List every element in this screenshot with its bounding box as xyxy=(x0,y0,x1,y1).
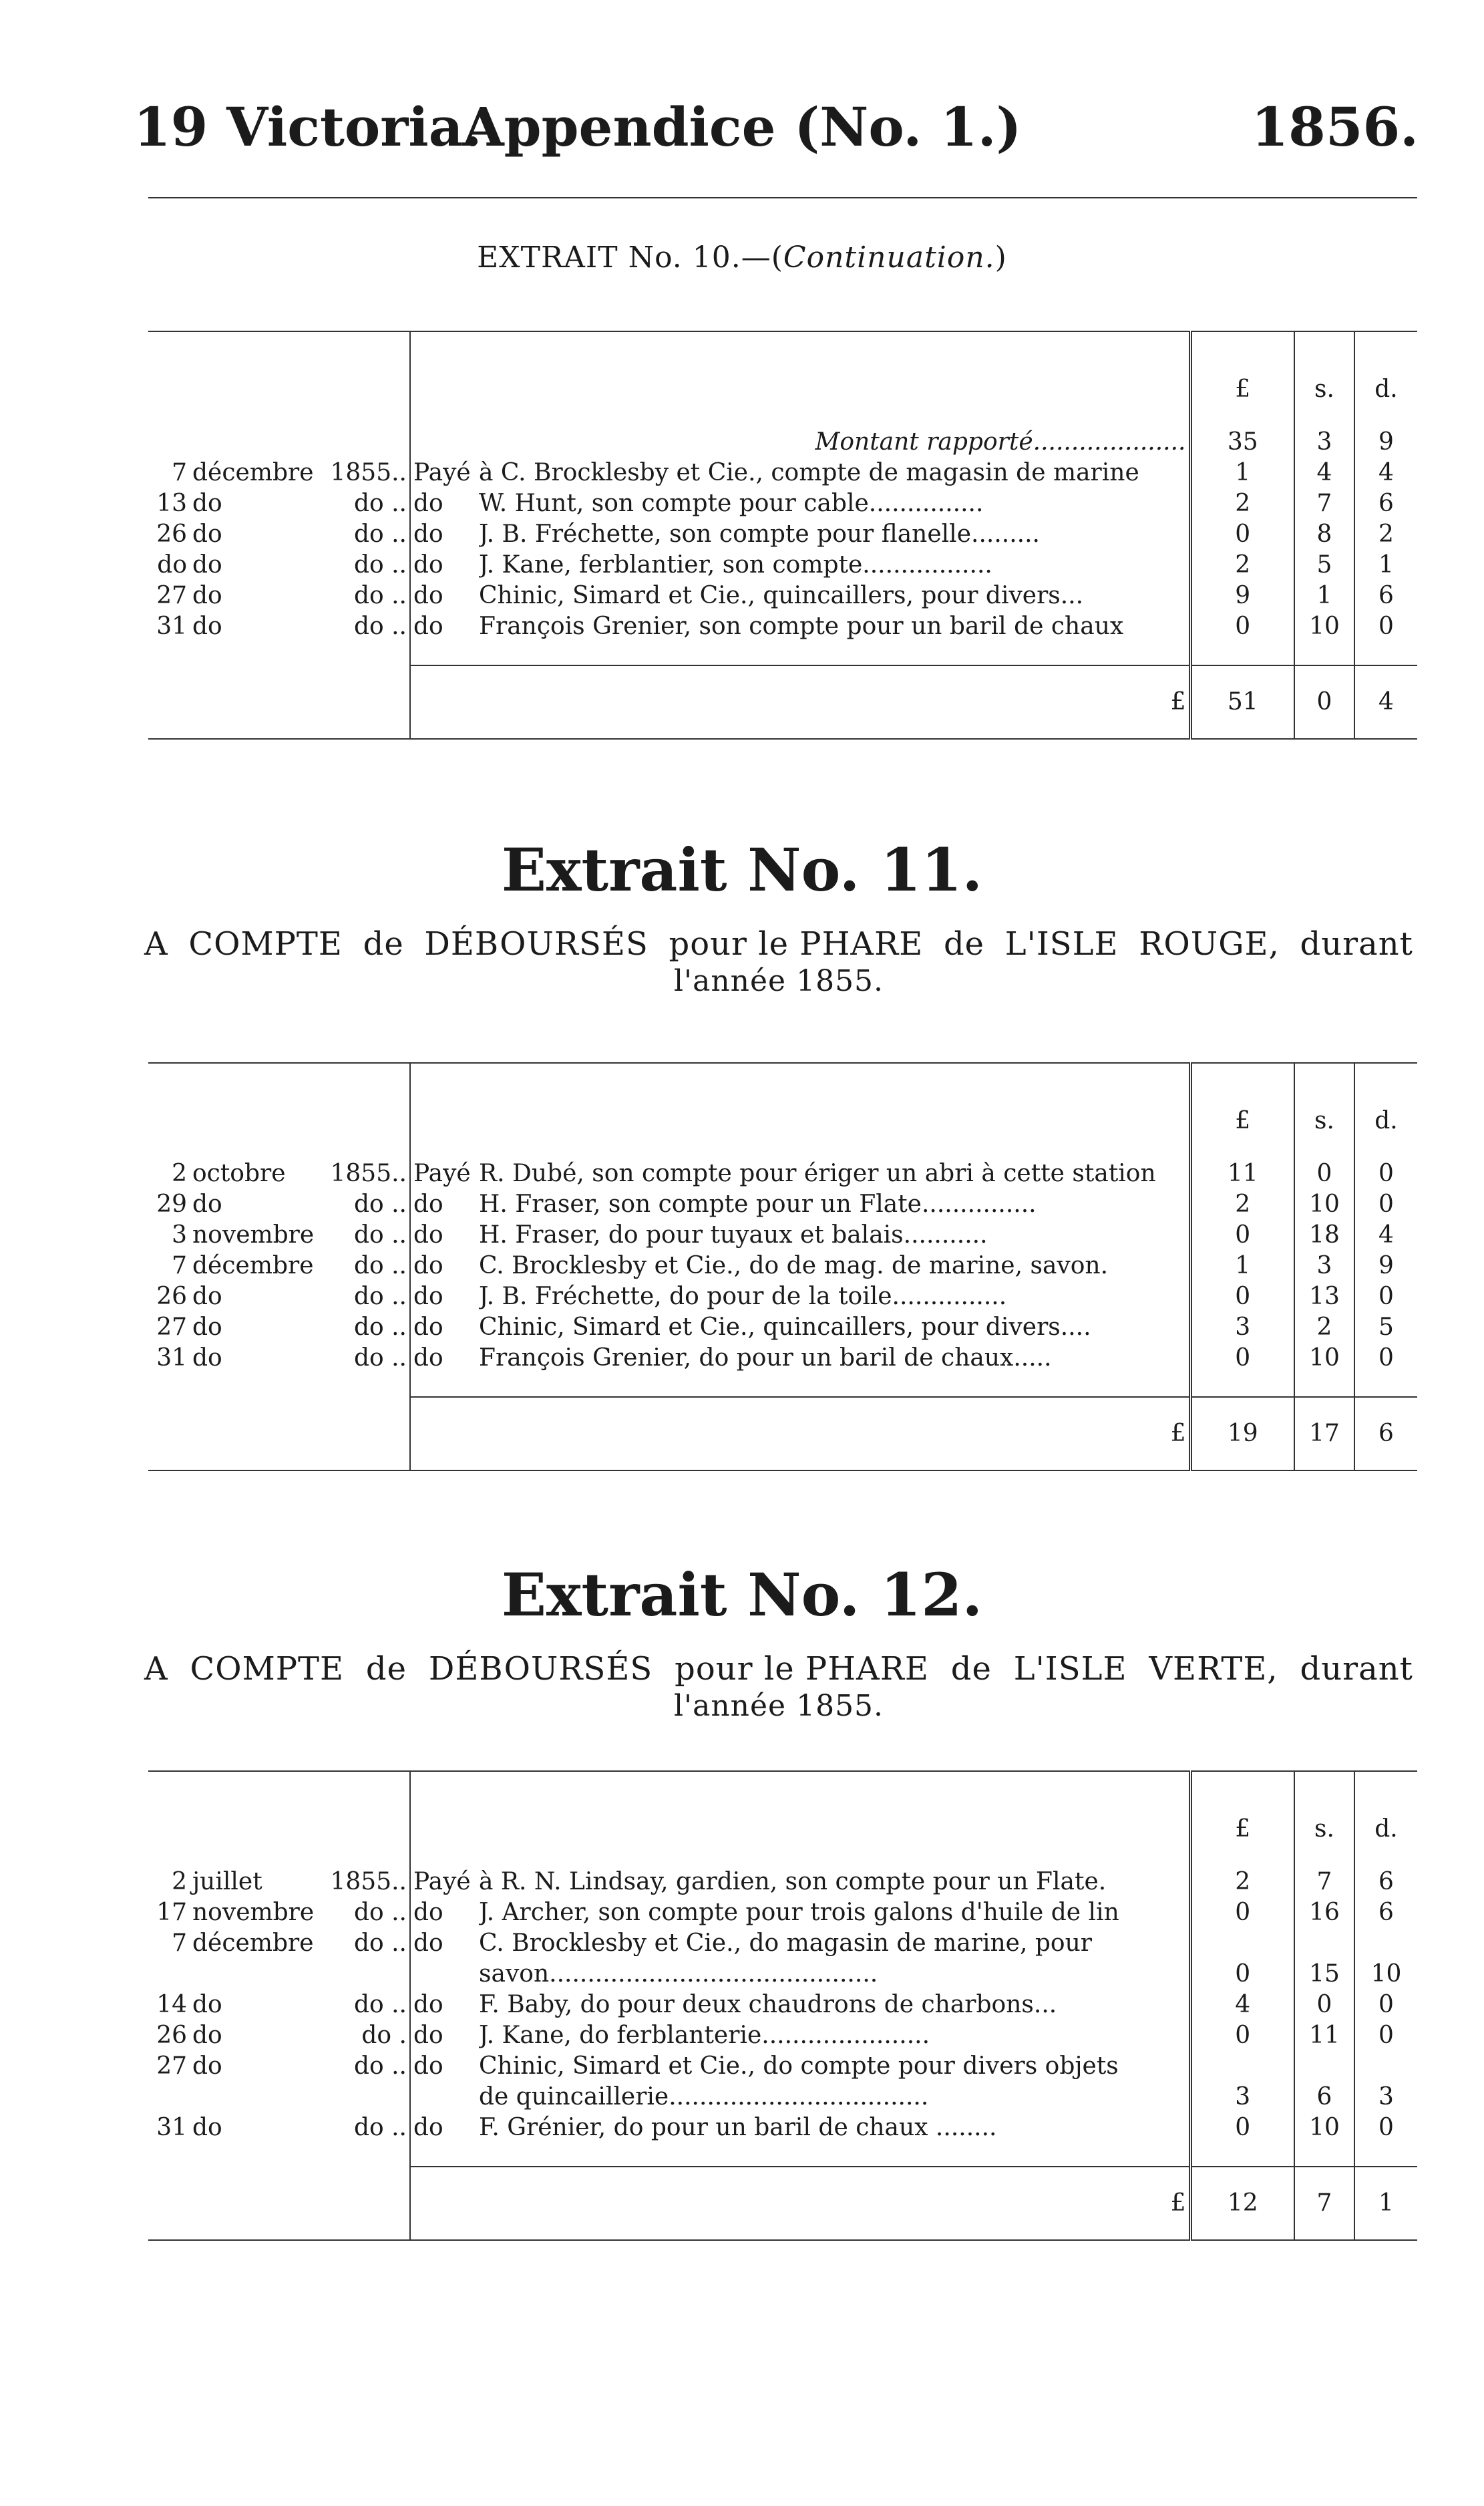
entry-description xyxy=(410,550,1190,581)
entry-description xyxy=(410,519,1190,550)
entry-pence: 0 xyxy=(1378,1160,1394,1187)
entry-payee-marker xyxy=(413,1959,479,1990)
entry-pence: 4 xyxy=(1378,459,1394,486)
entry-month: décembre xyxy=(192,459,314,486)
ledger-row xyxy=(148,1867,1417,1897)
extrait11-title: Extrait No. 11. xyxy=(501,835,983,905)
entry-month: novembre xyxy=(192,1221,315,1249)
entry-text: à C. Brocklesby et Cie., compte de magasin de marine xyxy=(479,459,1139,486)
shillings-header: s. xyxy=(1294,1063,1354,1158)
entry-pence: 1 xyxy=(1378,551,1394,579)
entry-text: H. Fraser, son compte pour un Flate............... xyxy=(479,1191,1037,1218)
entry-text: François Grenier, do pour un baril de chaux..... xyxy=(479,1344,1052,1372)
entry-pence: 9 xyxy=(1378,1252,1394,1279)
entry-month: do xyxy=(192,613,222,640)
total-row xyxy=(148,665,1417,739)
total-pounds: 51 xyxy=(1190,665,1294,739)
entry-year: do .. xyxy=(317,1990,410,2020)
entry-month: novembre xyxy=(192,1899,315,1926)
entry-text: Chinic, Simard et Cie., quincaillers, pour divers.... xyxy=(479,1313,1091,1341)
entry-pence: 0 xyxy=(1378,1344,1394,1372)
extrait12-table xyxy=(148,1770,1417,2241)
entry-text: J. B. Fréchette, son compte pour flanelle......... xyxy=(479,520,1040,548)
entry-description xyxy=(410,2112,1190,2143)
entry-year: do . xyxy=(317,2020,410,2051)
ledger-row xyxy=(148,2082,1417,2112)
entry-pounds: 2 xyxy=(1190,1189,1294,1220)
ledger-row xyxy=(148,1158,1417,1189)
subtitle-word: durant xyxy=(1300,925,1413,963)
subtitle-word: durant xyxy=(1300,1650,1413,1688)
entry-pounds: 2 xyxy=(1190,488,1294,519)
subtitle-word: DÉBOURSÉS xyxy=(424,925,648,963)
extrait11-subtitle-line1 xyxy=(144,925,1413,963)
total-pence: 6 xyxy=(1354,1397,1417,1470)
entry-payee-marker: do xyxy=(413,551,443,579)
entry-shillings: 13 xyxy=(1294,1281,1354,1312)
entry-description xyxy=(410,1251,1190,1281)
entry-description xyxy=(410,1897,1190,1928)
extrait11-table xyxy=(148,1062,1417,1471)
entry-description xyxy=(410,1867,1190,1897)
entry-pence: 10 xyxy=(1370,1960,1402,1988)
entry-payee-marker: do xyxy=(413,1283,443,1310)
table-header-row xyxy=(148,1063,1417,1158)
entry-pence: 4 xyxy=(1378,1221,1394,1249)
entry-month: do xyxy=(192,490,222,517)
entry-text: J. B. Fréchette, do pour de la toile............... xyxy=(479,1283,1007,1310)
entry-year: 1855.. xyxy=(317,1867,410,1897)
entry-description xyxy=(410,488,1190,519)
entry-payee-marker: do xyxy=(413,1252,443,1279)
entry-shillings: 0 xyxy=(1294,1158,1354,1189)
entry-pounds xyxy=(1190,1928,1294,1959)
entry-year xyxy=(317,1959,410,1990)
entry-payee-marker: do xyxy=(413,520,443,548)
entry-pence xyxy=(1354,2051,1417,2082)
subtitle-word: pour le PHARE xyxy=(669,925,924,963)
entry-pounds: 0 xyxy=(1190,611,1294,642)
subtitle-word: L'ISLE xyxy=(1013,1650,1127,1688)
entry-description xyxy=(410,1312,1190,1343)
ledger-row xyxy=(148,1281,1417,1312)
entry-month: do xyxy=(192,582,222,609)
entry-description xyxy=(410,611,1190,642)
entry-month: décembre xyxy=(192,1929,314,1957)
header-center: Appendice (No. 1.) xyxy=(462,96,1022,158)
header-right: 1856. xyxy=(1251,96,1419,158)
entry-pounds: 0 xyxy=(1190,1281,1294,1312)
entry-description xyxy=(410,1281,1190,1312)
entry-payee-marker: Payé xyxy=(413,1868,471,1895)
ledger-row xyxy=(148,1959,1417,1990)
entry-pounds: 0 xyxy=(1190,1343,1294,1374)
total-shillings: 7 xyxy=(1294,2167,1354,2240)
entry-day: 17 xyxy=(156,1899,187,1926)
entry-description xyxy=(410,1343,1190,1374)
pounds-header: £ xyxy=(1190,331,1294,427)
entry-text: J. Kane, do ferblanterie...................... xyxy=(479,2022,930,2049)
shillings-header: s. xyxy=(1294,331,1354,427)
entry-pounds: 1 xyxy=(1190,458,1294,488)
entry-pounds: 1 xyxy=(1190,1251,1294,1281)
subtitle-word: COMPTE xyxy=(190,1650,345,1688)
entry-shillings: 0 xyxy=(1294,1990,1354,2020)
entry-shillings: 6 xyxy=(1294,2082,1354,2112)
entry-year: do .. xyxy=(317,1343,410,1374)
entry-day: 27 xyxy=(156,2052,187,2080)
subtitle-word: pour le PHARE xyxy=(675,1650,929,1688)
entry-description xyxy=(410,458,1190,488)
subtitle-word: ROUGE, xyxy=(1139,925,1280,963)
entry-text: François Grenier, son compte pour un baril de chaux xyxy=(479,613,1124,640)
carried-forward-row xyxy=(148,427,1417,458)
entry-text: F. Baby, do pour deux chaudrons de charbons... xyxy=(479,1991,1057,2018)
subtitle-word: COMPTE xyxy=(188,925,343,963)
total-shillings: 17 xyxy=(1294,1397,1354,1470)
entry-text: à R. N. Lindsay, gardien, son compte pour un Flate. xyxy=(479,1868,1107,1895)
entry-year: do .. xyxy=(317,550,410,581)
total-row xyxy=(148,1397,1417,1470)
subtitle-word: VERTE, xyxy=(1149,1650,1278,1688)
extrait10-title xyxy=(0,241,1484,275)
entry-shillings: 2 xyxy=(1294,1312,1354,1343)
entry-description xyxy=(410,1158,1190,1189)
entry-payee-marker: do xyxy=(413,1313,443,1341)
entry-month: décembre xyxy=(192,1252,314,1279)
subtitle-word: de xyxy=(365,1650,407,1688)
entry-pence: 6 xyxy=(1378,490,1394,517)
entry-shillings: 1 xyxy=(1294,581,1354,611)
ledger-row xyxy=(148,2020,1417,2051)
entry-year: 1855.. xyxy=(317,458,410,488)
entry-shillings: 10 xyxy=(1294,1343,1354,1374)
entry-text: J. Kane, ferblantier, son compte................. xyxy=(479,551,992,579)
ledger-row xyxy=(148,1312,1417,1343)
entry-pounds xyxy=(1190,2051,1294,2082)
entry-shillings: 4 xyxy=(1294,458,1354,488)
entry-year: do .. xyxy=(317,1312,410,1343)
total-pence: 4 xyxy=(1354,665,1417,739)
entry-day: 31 xyxy=(156,613,187,640)
entry-payee-marker: do xyxy=(413,2114,443,2141)
ledger-row xyxy=(148,550,1417,581)
entry-description xyxy=(410,1220,1190,1251)
entry-payee-marker xyxy=(413,2082,479,2112)
entry-shillings: 8 xyxy=(1294,519,1354,550)
entry-month: do xyxy=(192,2114,222,2141)
entry-pounds: 3 xyxy=(1190,2082,1294,2112)
entry-payee-marker: do xyxy=(413,2052,443,2080)
entry-day: 26 xyxy=(156,520,187,548)
ledger-row xyxy=(148,1897,1417,1928)
entry-pence xyxy=(1354,1928,1417,1959)
entry-shillings: 7 xyxy=(1294,1867,1354,1897)
entry-pounds: 0 xyxy=(1190,2020,1294,2051)
entry-payee-marker: do xyxy=(413,1221,443,1249)
entry-text: Chinic, Simard et Cie., quincaillers, pour divers... xyxy=(479,582,1084,609)
entry-month: octobre xyxy=(192,1160,286,1187)
entry-pence: 0 xyxy=(1378,613,1394,640)
entry-shillings xyxy=(1294,2051,1354,2082)
entry-day: 13 xyxy=(156,490,187,517)
entry-description xyxy=(410,581,1190,611)
entry-year: do .. xyxy=(317,1189,410,1220)
entry-day: 2 xyxy=(172,1868,187,1895)
ledger-row xyxy=(148,1928,1417,1959)
entry-month xyxy=(190,1959,317,1990)
pounds-header: £ xyxy=(1190,1771,1294,1867)
entry-pence: 0 xyxy=(1378,1991,1394,2018)
entry-text: J. Archer, son compte pour trois galons d'huile de lin xyxy=(479,1899,1119,1926)
entry-description xyxy=(410,1928,1190,1959)
ledger-row xyxy=(148,581,1417,611)
entry-year: do .. xyxy=(317,2051,410,2082)
entry-pounds: 0 xyxy=(1190,1959,1294,1990)
carried-pence: 9 xyxy=(1378,428,1394,456)
total-label: £ xyxy=(410,2167,1190,2240)
entry-month: do xyxy=(192,520,222,548)
entry-pence: 0 xyxy=(1378,1283,1394,1310)
extrait12-title: Extrait No. 12. xyxy=(501,1560,983,1629)
entry-month: do xyxy=(192,1283,222,1310)
entry-text: C. Brocklesby et Cie., do magasin de marine, pour xyxy=(479,1929,1092,1957)
entry-day: 27 xyxy=(156,1313,187,1341)
entry-day: 2 xyxy=(172,1160,187,1187)
entry-pounds: 11 xyxy=(1190,1158,1294,1189)
entry-month: do xyxy=(192,1991,222,2018)
entry-day xyxy=(148,1959,190,1990)
subtitle-word: L'ISLE xyxy=(1004,925,1119,963)
subtitle-word: A xyxy=(144,1650,168,1688)
entry-pounds: 2 xyxy=(1190,550,1294,581)
entry-text: Chinic, Simard et Cie., do compte pour divers objets xyxy=(479,2052,1119,2080)
total-row xyxy=(148,2167,1417,2240)
entry-year: do .. xyxy=(317,1220,410,1251)
extrait10-title-close: ) xyxy=(994,241,1007,275)
entry-day: 14 xyxy=(156,1991,187,2018)
entry-pence: 3 xyxy=(1378,2083,1394,2110)
entry-description xyxy=(410,2082,1190,2112)
entry-description xyxy=(410,1189,1190,1220)
total-label: £ xyxy=(410,1397,1190,1470)
entry-month: do xyxy=(192,551,222,579)
entry-payee-marker: do xyxy=(413,490,443,517)
entry-payee-marker: do xyxy=(413,582,443,609)
ledger-row xyxy=(148,1343,1417,1374)
entry-year: do .. xyxy=(317,1251,410,1281)
carried-label: Montant rapporté.................... xyxy=(410,427,1190,458)
ledger-row xyxy=(148,488,1417,519)
extrait12-subtitle-line2: l'année 1855. xyxy=(673,1689,884,1723)
entry-shillings: 15 xyxy=(1294,1959,1354,1990)
entry-shillings xyxy=(1294,1928,1354,1959)
entry-year: 1855.. xyxy=(317,1158,410,1189)
ledger-row xyxy=(148,611,1417,642)
entry-shillings: 10 xyxy=(1294,1189,1354,1220)
entry-text: F. Grénier, do pour un baril de chaux ........ xyxy=(479,2114,997,2141)
ledger-row xyxy=(148,2112,1417,2143)
ledger-row xyxy=(148,1220,1417,1251)
pence-header: d. xyxy=(1374,1107,1398,1134)
entry-month xyxy=(190,2082,317,2112)
entry-text: H. Fraser, do pour tuyaux et balais........... xyxy=(479,1221,988,1249)
ledger-row xyxy=(148,2051,1417,2082)
entry-pounds: 3 xyxy=(1190,1312,1294,1343)
total-shillings: 0 xyxy=(1294,665,1354,739)
entry-day: 31 xyxy=(156,2114,187,2141)
entry-pence: 2 xyxy=(1378,520,1394,548)
table-header-row xyxy=(148,331,1417,427)
ledger-row xyxy=(148,458,1417,488)
entry-shillings: 7 xyxy=(1294,488,1354,519)
entry-day: do xyxy=(157,551,187,579)
entry-description xyxy=(410,1959,1190,1990)
entry-year: do .. xyxy=(317,519,410,550)
entry-payee-marker: do xyxy=(413,1991,443,2018)
ledger-row xyxy=(148,1251,1417,1281)
entry-pence: 0 xyxy=(1378,2022,1394,2049)
entry-day: 7 xyxy=(172,1252,187,1279)
pounds-header: £ xyxy=(1190,1063,1294,1158)
entry-pounds: 0 xyxy=(1190,1897,1294,1928)
entry-payee-marker: do xyxy=(413,2022,443,2049)
total-pounds: 12 xyxy=(1190,2167,1294,2240)
entry-month: juillet xyxy=(192,1868,262,1895)
entry-day: 27 xyxy=(156,582,187,609)
entry-text: de quincaillerie.................................. xyxy=(479,2083,929,2110)
total-pence: 1 xyxy=(1354,2167,1417,2240)
ledger-row xyxy=(148,1990,1417,2020)
entry-day xyxy=(148,2082,190,2112)
entry-pounds: 9 xyxy=(1190,581,1294,611)
subtitle-word: A xyxy=(144,925,168,963)
shillings-header: s. xyxy=(1294,1771,1354,1867)
entry-pounds: 2 xyxy=(1190,1867,1294,1897)
extrait10-title-main: EXTRAIT No. 10.—( xyxy=(477,241,783,275)
entry-month: do xyxy=(192,1313,222,1341)
table-header-row xyxy=(148,1771,1417,1867)
entry-text: C. Brocklesby et Cie., do de mag. de marine, savon. xyxy=(479,1252,1109,1279)
entry-year: do .. xyxy=(317,611,410,642)
entry-shillings: 3 xyxy=(1294,1251,1354,1281)
entry-day: 31 xyxy=(156,1344,187,1372)
entry-shillings: 5 xyxy=(1294,550,1354,581)
entry-shillings: 16 xyxy=(1294,1897,1354,1928)
entry-pounds: 0 xyxy=(1190,2112,1294,2143)
entry-pence: 5 xyxy=(1378,1313,1394,1341)
entry-year: do .. xyxy=(317,1897,410,1928)
entry-shillings: 10 xyxy=(1294,2112,1354,2143)
entry-text: W. Hunt, son compte pour cable............... xyxy=(479,490,984,517)
extrait12-subtitle xyxy=(144,1650,1413,1725)
total-label: £ xyxy=(410,665,1190,739)
entry-year: do .. xyxy=(317,488,410,519)
entry-day: 3 xyxy=(172,1221,187,1249)
entry-year: do .. xyxy=(317,581,410,611)
entry-payee-marker: do xyxy=(413,1899,443,1926)
total-pounds: 19 xyxy=(1190,1397,1294,1470)
subtitle-word: de xyxy=(943,925,985,963)
entry-day: 26 xyxy=(156,1283,187,1310)
entry-month: do xyxy=(192,2052,222,2080)
extrait11-subtitle-line2: l'année 1855. xyxy=(673,964,884,998)
entry-shillings: 18 xyxy=(1294,1220,1354,1251)
entry-payee-marker: do xyxy=(413,1929,443,1957)
entry-month: do xyxy=(192,2022,222,2049)
header-rule xyxy=(148,197,1417,198)
entry-text: savon........................................... xyxy=(479,1960,878,1988)
entry-payee-marker: Payé xyxy=(413,459,471,486)
header-left: 19 Victoria. xyxy=(134,96,482,158)
entry-month: do xyxy=(192,1344,222,1372)
entry-payee-marker: Payé xyxy=(413,1160,471,1187)
carried-pounds: 35 xyxy=(1190,427,1294,458)
entry-pence: 6 xyxy=(1378,582,1394,609)
ledger-row xyxy=(148,519,1417,550)
pence-header: d. xyxy=(1374,375,1398,403)
extrait11-subtitle xyxy=(144,925,1413,1000)
entry-description xyxy=(410,2020,1190,2051)
entry-payee-marker: do xyxy=(413,1344,443,1372)
entry-day: 29 xyxy=(156,1191,187,1218)
entry-pence: 6 xyxy=(1378,1868,1394,1895)
entry-pounds: 4 xyxy=(1190,1990,1294,2020)
pence-header: d. xyxy=(1374,1815,1398,1843)
entry-description xyxy=(410,2051,1190,2082)
entry-text: R. Dubé, son compte pour ériger un abri à cette station xyxy=(479,1160,1156,1187)
entry-pounds: 0 xyxy=(1190,519,1294,550)
entry-month: do xyxy=(192,1191,222,1218)
entry-year: do .. xyxy=(317,1928,410,1959)
extrait10-table xyxy=(148,331,1417,740)
extrait10-title-cont: Continuation. xyxy=(783,241,995,275)
entry-day: 7 xyxy=(172,1929,187,1957)
entry-payee-marker: do xyxy=(413,1191,443,1218)
entry-pence: 6 xyxy=(1378,1899,1394,1926)
extrait12-subtitle-line1 xyxy=(144,1650,1413,1688)
entry-year: do .. xyxy=(317,1281,410,1312)
entry-shillings: 11 xyxy=(1294,2020,1354,2051)
subtitle-word: de xyxy=(363,925,404,963)
entry-payee-marker: do xyxy=(413,613,443,640)
entry-year xyxy=(317,2082,410,2112)
entry-pence: 0 xyxy=(1378,2114,1394,2141)
entry-shillings: 10 xyxy=(1294,611,1354,642)
subtitle-word: DÉBOURSÉS xyxy=(428,1650,653,1688)
ledger-row xyxy=(148,1189,1417,1220)
entry-description xyxy=(410,1990,1190,2020)
entry-pounds: 0 xyxy=(1190,1220,1294,1251)
entry-day: 7 xyxy=(172,459,187,486)
carried-shillings: 3 xyxy=(1294,427,1354,458)
subtitle-word: de xyxy=(950,1650,992,1688)
entry-year: do .. xyxy=(317,2112,410,2143)
entry-pence: 0 xyxy=(1378,1191,1394,1218)
entry-day: 26 xyxy=(156,2022,187,2049)
